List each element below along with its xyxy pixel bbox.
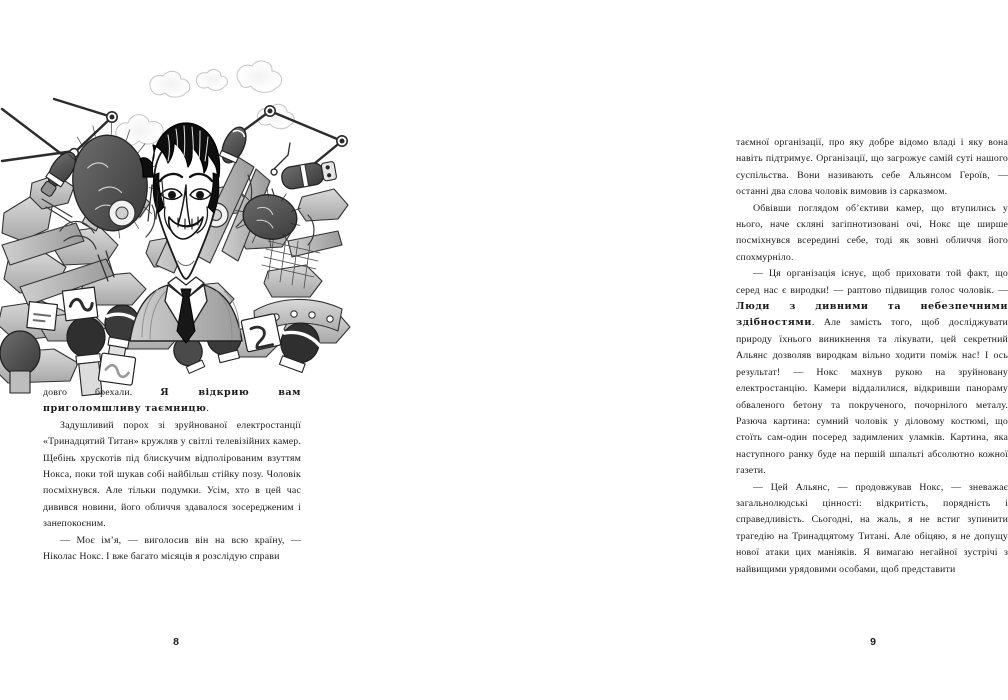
right-page xyxy=(350,55,1008,648)
text-run: . Але замість того, щоб досліджувати природу їхнього виникнення та лікувати, цей секретний Альянс дозволяв виродкам вільно ходити поміж нас! І ось результат! — Нокс махнув рукою на зруйновану електростанцію. Камери віддалилися, відкривши панораму обваленого бетону та покрученого, почорнілого металу. Разюча картина: сумний чоловік у діловому костюмі, що стоїть сам-один посеред задимлених уламків. Картина, яка наступного ранку буде на першій шпальті абсолютно кожної газети. xyxy=(736,317,1008,477)
text-run: — Цей Альянс, — продовжував Нокс, — зневажає загальнолюдські цінності: відкритість, порядність і справедливість. Сьогодні, на жаль, я не встиг зупинити трагедію на Тринадцятому Титані. Але обіцяю, я не допущу нової атаки цих маніяків. Я вимагаю негайної зустрічі з найвищими урядовими особами, щоб представити xyxy=(736,481,1008,575)
text-run: довго брехали. xyxy=(43,387,161,398)
emphasised-shout-run: Я відкрию вам приголомшливу таємницю xyxy=(43,387,301,415)
page-number-left: 8 xyxy=(173,636,179,648)
emphasised-shout-run: Люди з дивними та небезпечними здібностями xyxy=(736,301,1008,329)
text-run: — Ця організація існує, щоб приховати той факт, що серед нас є виродки! — раптово підвищив голос чоловік. — xyxy=(736,268,1008,296)
paragraph xyxy=(736,201,1008,267)
paragraph xyxy=(736,266,1008,479)
page-number-right: 9 xyxy=(870,636,876,648)
illustration-svg xyxy=(2,65,348,395)
paragraph xyxy=(736,135,1008,201)
text-run: . xyxy=(206,403,209,415)
left-page-text-column xyxy=(43,385,301,565)
paragraph xyxy=(43,385,301,418)
paragraph xyxy=(736,480,1008,578)
right-page-text-column xyxy=(736,135,1008,578)
paragraph xyxy=(43,533,301,566)
press-conference-illustration xyxy=(2,65,348,395)
left-page xyxy=(0,55,350,648)
suit xyxy=(130,277,242,343)
paragraph xyxy=(43,418,301,533)
text-run: таємної організації, про яку добре відомо владі і яку вона навіть підтримує. Організації, що загрожує самій суті нашого суспільства. Вони називають себе Альянсом Героїв, — останні два слова чоловік вимовив із сарказмом. xyxy=(736,137,1008,198)
text-run: — Моє ім’я, — виголосив він на всю країну, — Ніколас Нокс. І вже багато місяців я розслідую справи xyxy=(43,534,301,563)
text-run: Обвівши поглядом об’єктиви камер, що втупились у нього, наче скляні загіпнотизовані очі, Нокс ще ширше посміхнувся всередині себе, тоді як зовні обличчя його спохмурніло. xyxy=(736,202,1008,263)
text-run: Задушливий порох зі зруйнованої електростанції «Тринадцятий Титан» кружляв у світлі телевізійних камер. Щебінь хрускотів під блискучим відполірованим взуттям Нокса, поки той шукав собі найбільш стійку позу. Чоловік посміхнувся. Але тільки подумки. Усім, хто в цей час дивився новини, його обличчя здавалося зосередженим і занепокоєним. xyxy=(43,419,301,530)
